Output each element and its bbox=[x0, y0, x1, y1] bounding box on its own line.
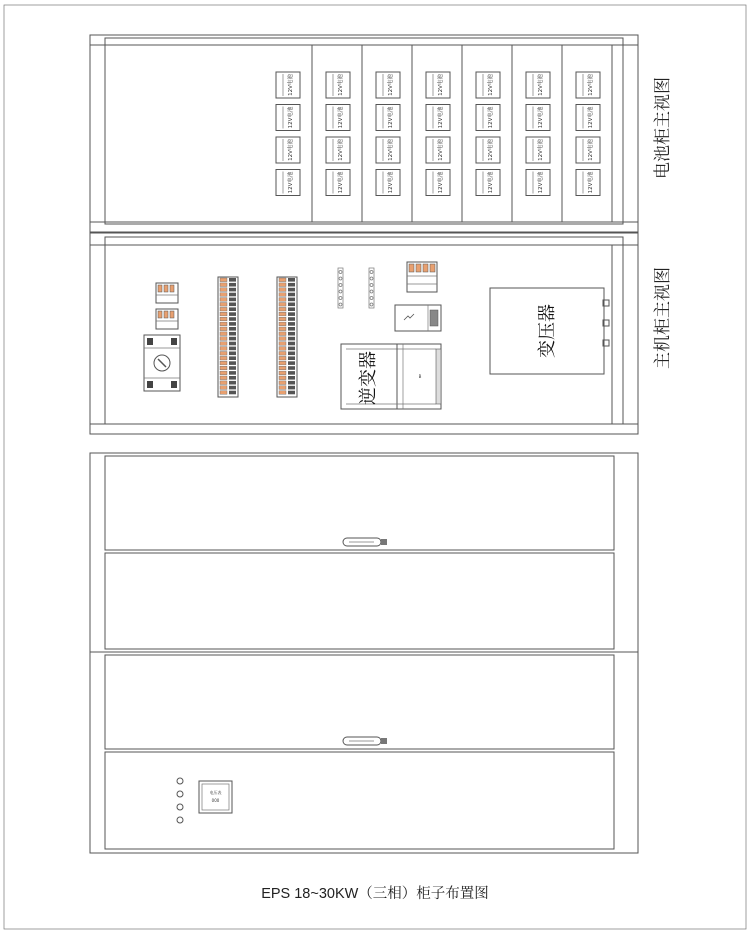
battery-cabinet bbox=[90, 35, 638, 232]
battery-cell bbox=[576, 72, 600, 98]
battery-cell-label: 12V电池 bbox=[538, 74, 544, 96]
battery-cell bbox=[376, 105, 400, 131]
battery-cell bbox=[526, 105, 550, 131]
battery-cell-label: 12V电池 bbox=[388, 106, 394, 129]
battery-cell bbox=[276, 170, 300, 196]
battery-cell-label: 12V电池 bbox=[288, 139, 294, 161]
battery-cell bbox=[276, 105, 300, 131]
indicator-lamps bbox=[177, 778, 183, 823]
battery-cell-label: 12V电池 bbox=[338, 171, 344, 194]
drawing-caption: EPS 18~30KW（三相）柜子布置图 bbox=[261, 886, 489, 902]
panel-meter bbox=[199, 781, 232, 813]
battery-cell-label: 12V电池 bbox=[388, 139, 394, 161]
door-panel-2 bbox=[105, 553, 614, 649]
battery-cell-label: 12V电池 bbox=[538, 171, 544, 194]
battery-cell-label: 12V电池 bbox=[438, 106, 444, 129]
battery-cell-label: 12V电池 bbox=[588, 74, 594, 96]
battery-cell-label: 12V电池 bbox=[338, 139, 344, 161]
transfer-switch bbox=[144, 335, 180, 391]
transformer-label: 变压器 bbox=[537, 304, 558, 358]
battery-cell-label: 12V电池 bbox=[388, 171, 394, 194]
battery-cell-label: 12V电池 bbox=[488, 171, 494, 194]
battery-cell bbox=[276, 137, 300, 163]
indicator-column-1 bbox=[338, 268, 343, 308]
battery-cell-label: 12V电池 bbox=[438, 171, 444, 194]
battery-cell-label: 12V电池 bbox=[438, 139, 444, 161]
battery-cell bbox=[326, 137, 350, 163]
inverter-label: 逆变器 bbox=[358, 351, 379, 405]
battery-cell bbox=[426, 105, 450, 131]
battery-cell bbox=[526, 137, 550, 163]
battery-cell bbox=[376, 170, 400, 196]
battery-cell-label: 12V电池 bbox=[488, 106, 494, 129]
battery-cell bbox=[426, 137, 450, 163]
battery-cell-label: 12V电池 bbox=[488, 139, 494, 161]
door-panel-3 bbox=[105, 655, 614, 749]
battery-cell bbox=[476, 137, 500, 163]
battery-cell bbox=[426, 170, 450, 196]
door-panel-1 bbox=[105, 456, 614, 550]
battery-grid bbox=[276, 72, 600, 196]
breaker-small-2 bbox=[156, 309, 178, 329]
battery-cell-label: 12V电池 bbox=[588, 171, 594, 194]
meter-line-2: 000 bbox=[211, 798, 220, 803]
battery-cell bbox=[276, 72, 300, 98]
battery-cell bbox=[376, 72, 400, 98]
terminal-strip-right bbox=[277, 277, 297, 397]
battery-cell bbox=[526, 170, 550, 196]
battery-cell bbox=[476, 170, 500, 196]
battery-cell bbox=[326, 105, 350, 131]
control-module bbox=[395, 305, 441, 331]
indicator-column-2 bbox=[369, 268, 374, 308]
main-breaker bbox=[407, 262, 437, 292]
battery-cell bbox=[526, 72, 550, 98]
battery-cell-label: 12V电池 bbox=[288, 74, 294, 96]
battery-cell-label: 12V电池 bbox=[338, 74, 344, 96]
page-frame bbox=[4, 5, 746, 929]
battery-cell-label: 12V电池 bbox=[588, 139, 594, 161]
host-view-label: 主机柜主视图 bbox=[653, 267, 673, 369]
battery-cell bbox=[326, 72, 350, 98]
battery-cell bbox=[576, 137, 600, 163]
battery-cell-label: 12V电池 bbox=[338, 106, 344, 129]
battery-cell bbox=[576, 170, 600, 196]
battery-cell bbox=[326, 170, 350, 196]
battery-cell-label: 12V电池 bbox=[588, 106, 594, 129]
door-panel-4 bbox=[105, 752, 614, 849]
battery-cell bbox=[426, 72, 450, 98]
battery-cell bbox=[476, 72, 500, 98]
cabinet-doors bbox=[90, 453, 638, 853]
battery-cell-label: 12V电池 bbox=[538, 139, 544, 161]
battery-cell-label: 12V电池 bbox=[488, 74, 494, 96]
battery-cell bbox=[476, 105, 500, 131]
battery-cell-label: 12V电池 bbox=[538, 106, 544, 129]
battery-cell-label: 12V电池 bbox=[438, 74, 444, 96]
door-handle-upper bbox=[343, 538, 387, 546]
battery-cell-label: 12V电池 bbox=[388, 74, 394, 96]
inverter-unit bbox=[341, 344, 441, 409]
terminal-strip-left bbox=[218, 277, 238, 397]
battery-cell bbox=[576, 105, 600, 131]
battery-cell-label: 12V电池 bbox=[288, 171, 294, 194]
battery-view-label: 电池柜主视图 bbox=[653, 77, 673, 179]
battery-cell bbox=[376, 137, 400, 163]
meter-line-1: 电压表 bbox=[209, 790, 222, 795]
breaker-small-1 bbox=[156, 283, 178, 303]
battery-cell-label: 12V电池 bbox=[288, 106, 294, 129]
inverter-sub-label: B bbox=[418, 374, 422, 379]
door-handle-lower bbox=[343, 737, 387, 745]
transformer-unit bbox=[490, 288, 609, 374]
